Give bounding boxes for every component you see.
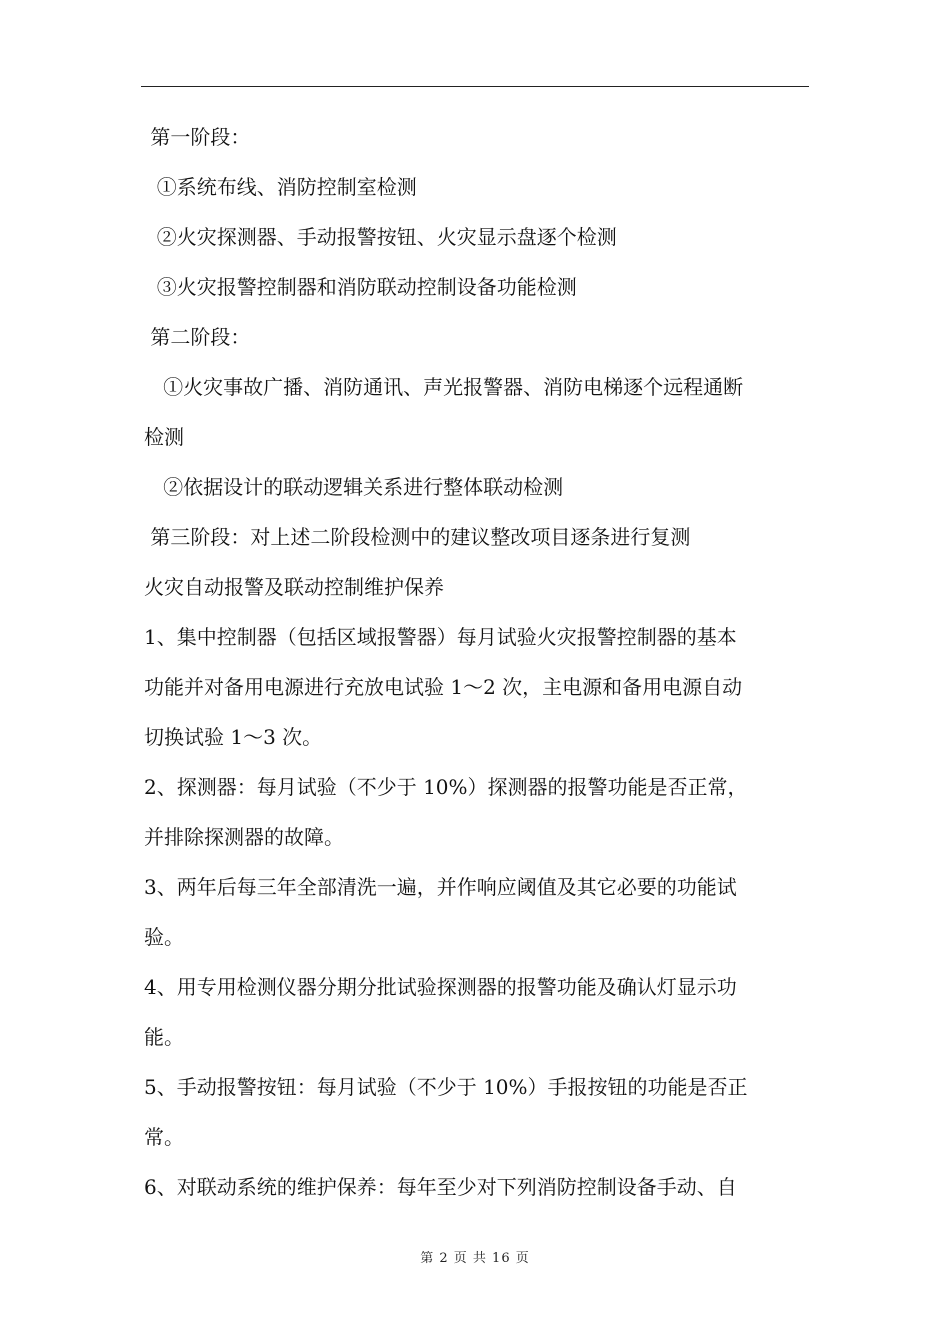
text-line: ②依据设计的联动逻辑关系进行整体联动检测 [144, 475, 564, 499]
text-line: 6、对联动系统的维护保养：每年至少对下列消防控制设备手动、自 [144, 1175, 737, 1199]
text-line: 功能并对备用电源进行充放电试验 1～2 次，主电源和备用电源自动 [144, 675, 743, 699]
text-line: 5、手动报警按钮：每月试验（不少于 10%）手报按钮的功能是否正 [144, 1075, 748, 1099]
text-line: ③火灾报警控制器和消防联动控制设备功能检测 [144, 275, 577, 299]
text-line: 4、用专用检测仪器分期分批试验探测器的报警功能及确认灯显示功 [144, 975, 737, 999]
header-rule [141, 86, 809, 87]
document-body [144, 112, 812, 1212]
page-number: 第 2 页 共 16 页 [420, 1251, 530, 1266]
text-line: 验。 [144, 925, 184, 949]
text-line: ②火灾探测器、手动报警按钮、火灾显示盘逐个检测 [144, 225, 617, 249]
text-line: ①系统布线、消防控制室检测 [144, 175, 417, 199]
text-line: 第二阶段： [144, 325, 251, 349]
text-line: ①火灾事故广播、消防通讯、声光报警器、消防电梯逐个远程通断 [144, 375, 744, 399]
text-line: 能。 [144, 1025, 184, 1049]
text-line: 第三阶段：对上述二阶段检测中的建议整改项目逐条进行复测 [144, 525, 691, 549]
text-line: 第一阶段： [144, 125, 251, 149]
text-line: 2、探测器：每月试验（不少于 10%）探测器的报警功能是否正常， [144, 775, 748, 799]
section-heading: 火灾自动报警及联动控制维护保养 [144, 575, 444, 599]
text-line: 常。 [144, 1125, 184, 1149]
text-line: 3、两年后每三年全部清洗一遍，并作响应阈值及其它必要的功能试 [144, 875, 737, 899]
text-line: 切换试验 1～3 次。 [144, 725, 323, 749]
text-line: 1、集中控制器（包括区域报警器）每月试验火灾报警控制器的基本 [144, 625, 737, 649]
text-line: 并排除探测器的故障。 [144, 825, 344, 849]
text-line: 检测 [144, 425, 184, 449]
